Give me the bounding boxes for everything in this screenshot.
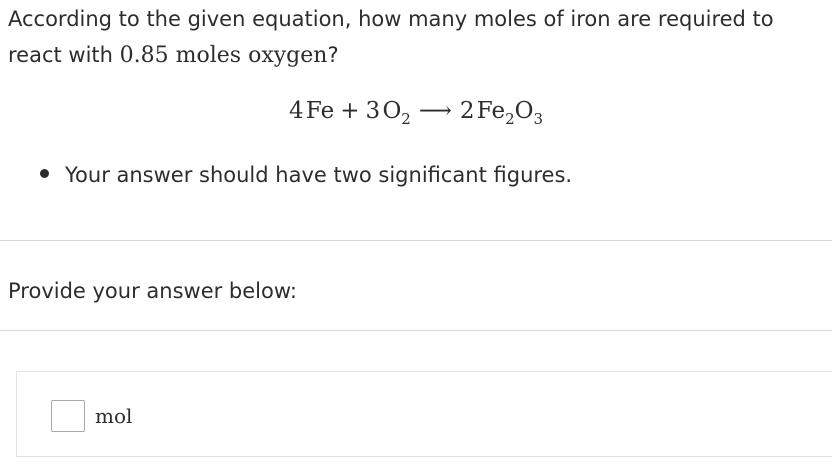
bullet-icon <box>40 169 49 178</box>
divider <box>0 330 832 331</box>
plus-sign: + <box>340 98 360 124</box>
question-prefix: react with <box>8 43 120 67</box>
subscript-fe: 2 <box>505 110 515 128</box>
coefficient-fe: 4 <box>288 98 304 124</box>
subscript-o3: 3 <box>533 110 544 128</box>
unit-label: mol <box>95 404 133 428</box>
instruction-item <box>40 160 572 190</box>
coefficient-o2: 3 <box>365 98 381 124</box>
question-quantity: 0.85 moles oxygen <box>119 43 328 68</box>
instruction-text: Your answer should have two significant figures. <box>65 163 573 187</box>
question-text-line-1: According to the given equation, how many moles of iron are required to <box>8 7 774 31</box>
question-suffix: ? <box>327 43 339 67</box>
subscript-o2: 2 <box>401 110 411 128</box>
chemical-equation <box>0 94 832 128</box>
reactant-fe: Fe <box>305 98 335 124</box>
coefficient-fe2o3: 2 <box>459 98 475 124</box>
reactant-o2: O <box>382 98 402 124</box>
answer-input[interactable] <box>51 400 85 432</box>
reaction-arrow: ⟶ <box>418 98 452 124</box>
divider <box>0 240 832 241</box>
answer-container <box>16 371 832 457</box>
question-text-line-2 <box>8 40 339 71</box>
product-o: O <box>514 98 534 124</box>
product-fe: Fe <box>476 98 506 124</box>
answer-prompt: Provide your answer below: <box>8 279 297 303</box>
